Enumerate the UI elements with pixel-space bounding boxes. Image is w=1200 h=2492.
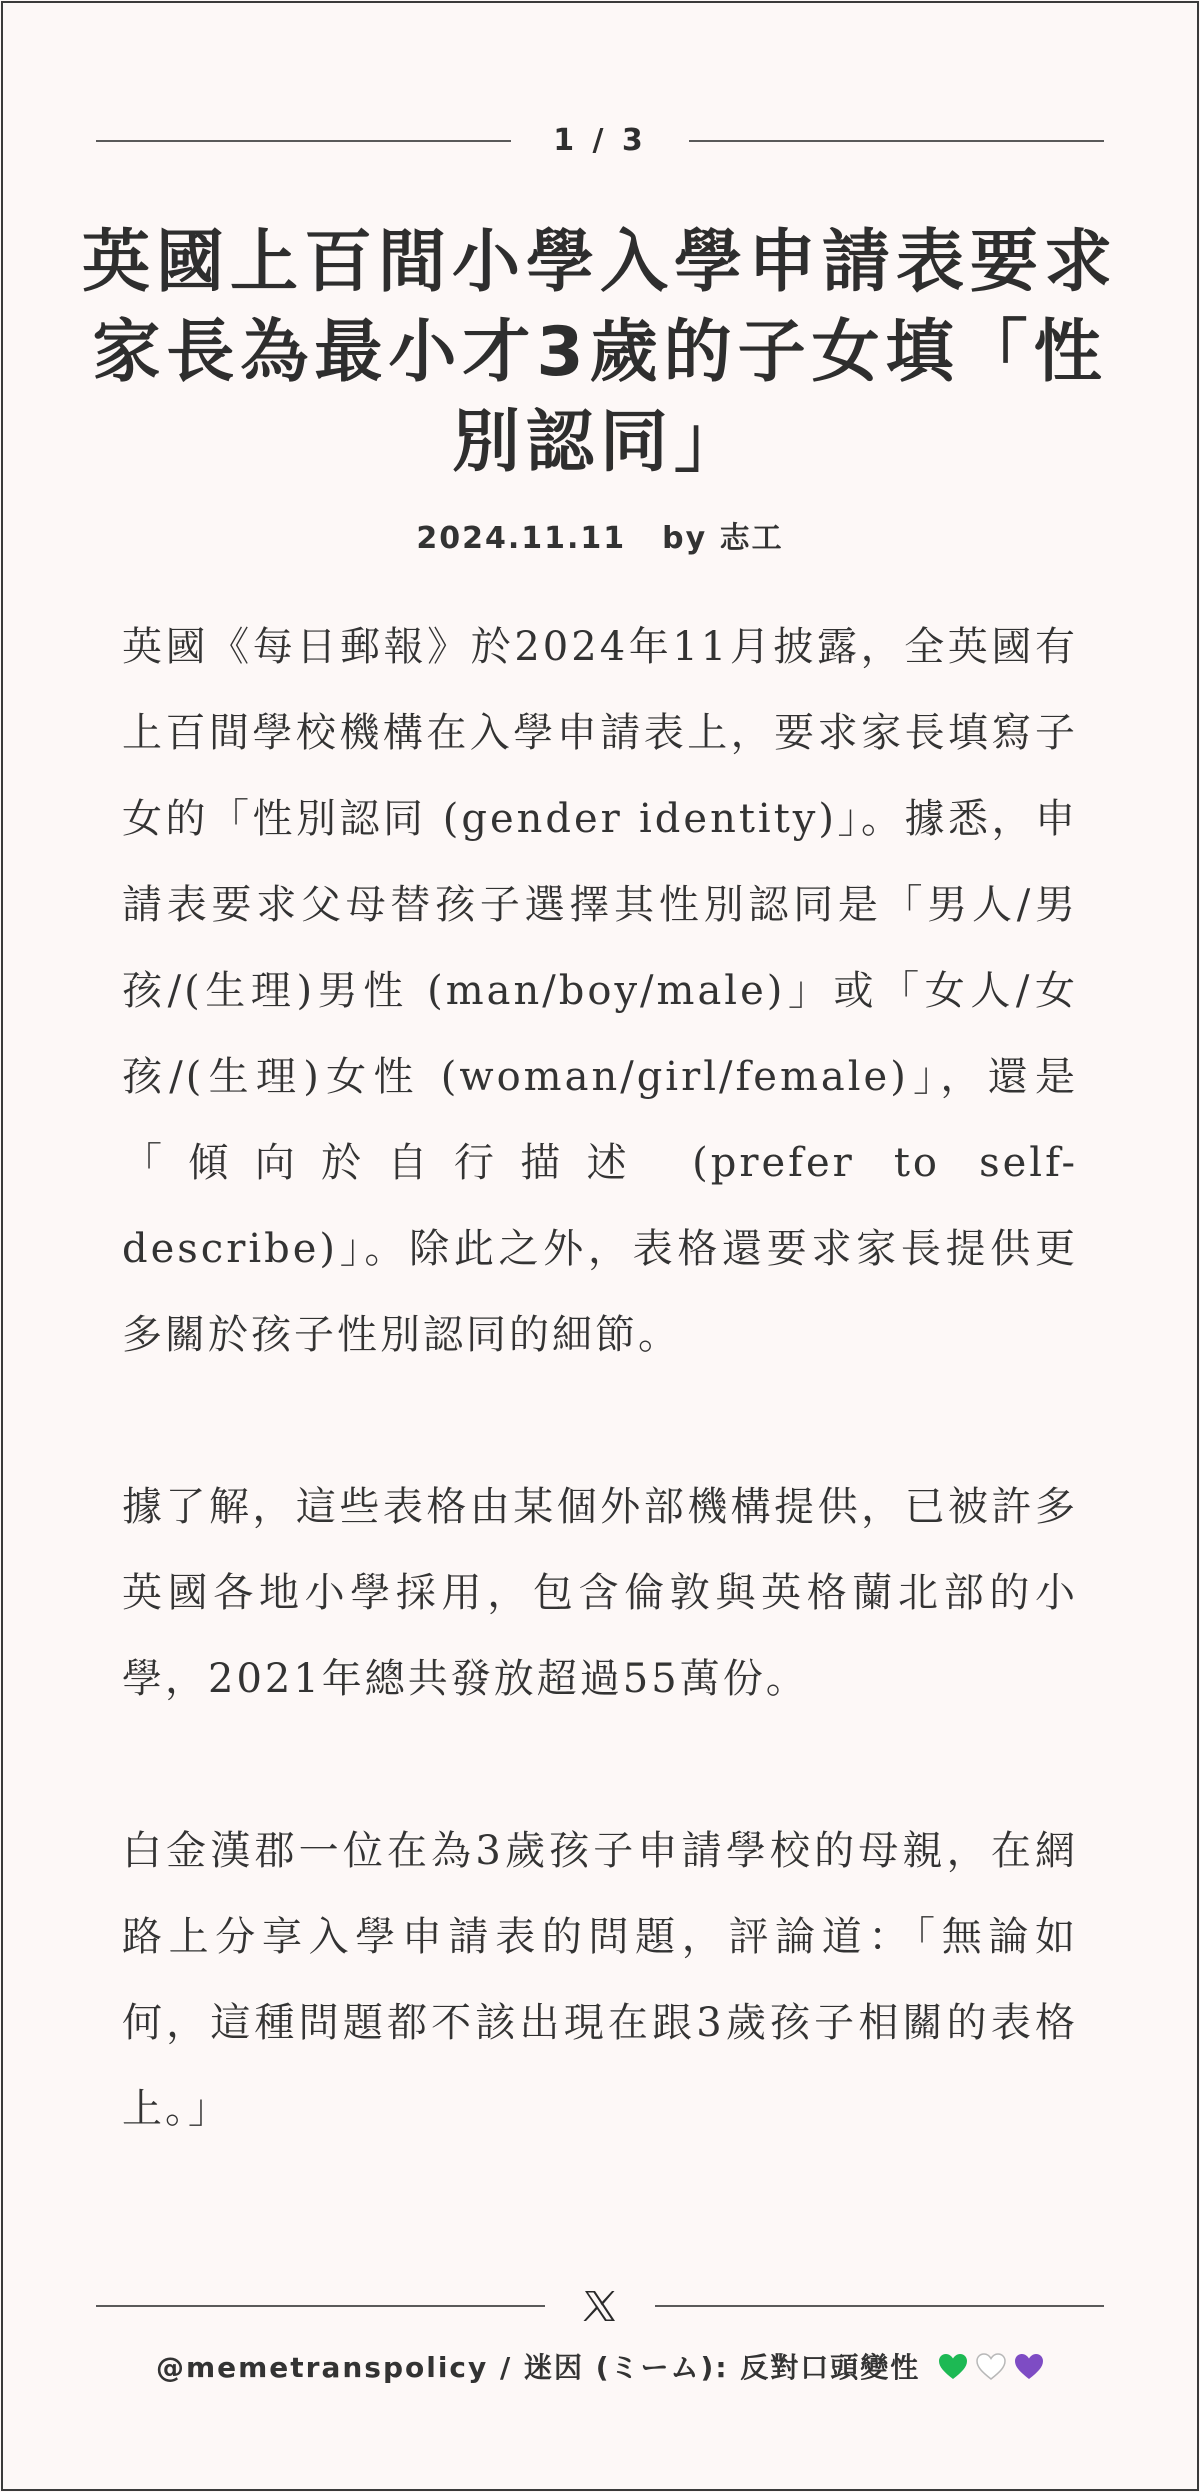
divider-line-left xyxy=(96,140,511,142)
page-indicator: 1 / 3 xyxy=(553,123,647,158)
divider-line-right xyxy=(655,2305,1104,2307)
divider-line-left xyxy=(96,2305,545,2307)
author: by 志工 xyxy=(662,521,784,556)
bottom-divider xyxy=(96,2290,1104,2322)
byline xyxy=(0,513,1200,557)
article-title: 英國上百間小學入學申請表要求家長為最小才3歲的子女填「性別認同」 xyxy=(81,223,1118,482)
divider-line-right xyxy=(689,140,1104,142)
x-logo-icon xyxy=(545,2290,655,2322)
top-divider xyxy=(96,123,1104,158)
article-body xyxy=(122,604,1078,2152)
hearts-group xyxy=(938,2353,1044,2381)
paragraph-2: 據了解，這些表格由某個外部機構提供，已被許多英國各地小學採用，包含倫敦與英格蘭北部的小學，2021年總共發放超過55萬份。 xyxy=(122,1484,1078,1702)
publish-date: 2024.11.11 xyxy=(416,521,627,556)
green-heart-icon xyxy=(938,2353,968,2381)
paragraph-1: 英國《每日郵報》於2024年11月披露，全英國有上百間學校機構在入學申請表上，要求家長填寫子女的「性別認同 (gender identity)」。據悉，申請表要求父母替孩子選擇其性別認同是「男人/男孩/(生理)男性 (man/boy/male)」或「女人/女孩/(生理)女性 (woman/girl/female)」，還是「傾向於自行描述 (prefer to self-describe)」。除此之外，表格還要求家長提供更多關於孩子性別認同的細節。 xyxy=(122,624,1078,1358)
paragraph-3: 白金漢郡一位在為3歲孩子申請學校的母親，在網路上分享入學申請表的問題，評論道：「無論如何，這種問題都不該出現在跟3歲孩子相關的表格上。」 xyxy=(122,1828,1078,2132)
purple-heart-icon xyxy=(1014,2353,1044,2381)
white-heart-icon xyxy=(976,2353,1006,2381)
footer xyxy=(0,2346,1200,2386)
social-handle: @memetranspolicy / 迷因 (ミーム): 反對口頭變性 xyxy=(155,2351,921,2384)
